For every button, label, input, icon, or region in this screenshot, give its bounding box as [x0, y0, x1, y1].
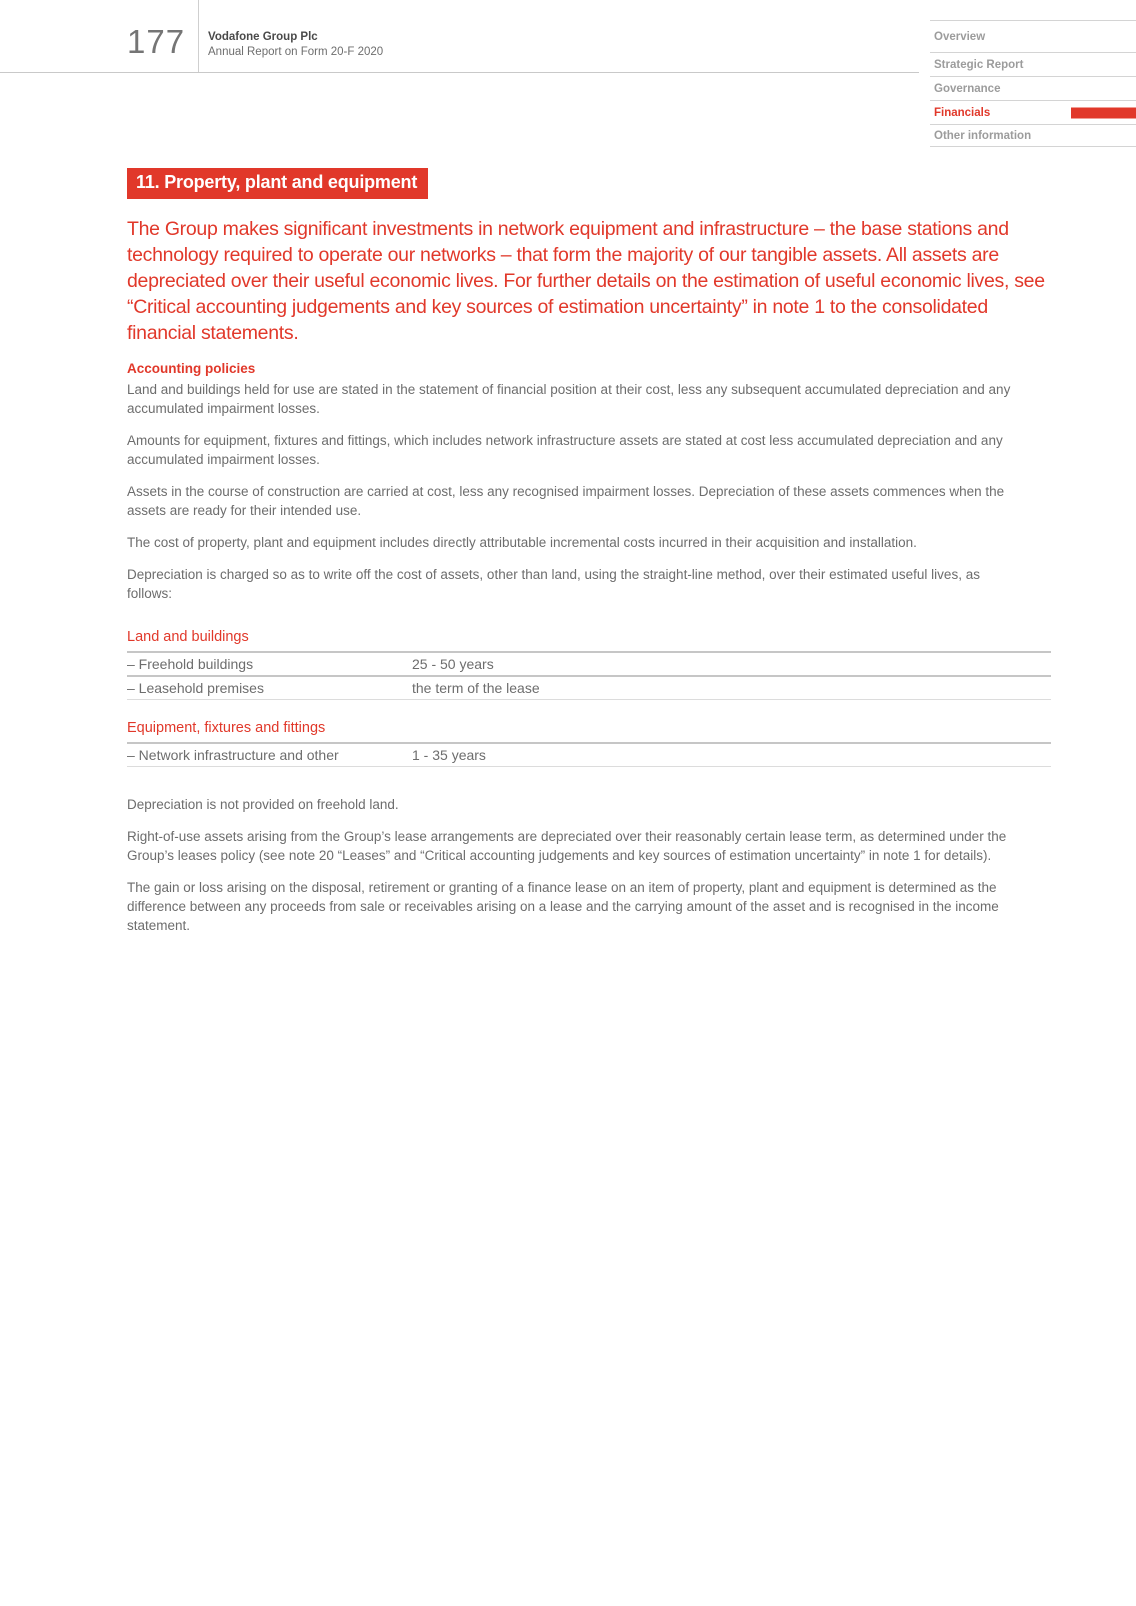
table-rule	[127, 699, 1051, 700]
row-label: – Leasehold premises	[127, 680, 264, 696]
header-vertical-divider	[198, 0, 199, 73]
nav-item-governance[interactable]: Governance	[930, 76, 1136, 100]
active-section-marker	[1071, 107, 1136, 118]
closing-paragraph: Depreciation is not provided on freehold land.	[127, 797, 399, 812]
table-heading: Land and buildings	[127, 629, 249, 645]
table-rule	[127, 766, 1051, 767]
row-value: 1 - 35 years	[412, 747, 486, 763]
table-land-and-buildings	[127, 629, 1051, 700]
table-heading: Equipment, fixtures and fittings	[127, 720, 326, 736]
table-equipment-fixtures-fittings	[127, 720, 1051, 767]
row-value: 25 - 50 years	[412, 656, 494, 672]
nav-item-strategic-report[interactable]: Strategic Report	[930, 52, 1136, 76]
row-label: – Network infrastructure and other	[127, 747, 339, 763]
table-row	[127, 744, 1051, 766]
nav-item-financials[interactable]	[930, 100, 1136, 124]
section-nav	[930, 20, 1136, 147]
nav-item-financials-label: Financials	[934, 106, 991, 119]
row-label: – Freehold buildings	[127, 656, 254, 672]
note-11-section	[127, 168, 1051, 935]
nav-item-overview[interactable]: Overview	[930, 20, 1136, 52]
table-row	[127, 677, 1051, 699]
header-rule	[0, 72, 919, 73]
accounting-policies-heading: Accounting policies	[127, 361, 256, 376]
header-title-block	[208, 31, 383, 58]
policy-paragraph: Assets in the course of construction are carried at cost, less any recognised impairment losses. Depreciation of these assets commences when the assets are ready for their intended use.	[127, 484, 1005, 518]
intro-paragraph: The Group makes significant investments in network equipment and infrastructure – the base stations and technology required to operate our networks – that form the majority of our tangible assets. All assets are depreciated over their useful economic lives. For further details on the estimation of useful economic lives, see “Critical accounting judgements and key sources of estimation uncertainty” in note 1 to the consolidated financial statements.	[127, 218, 1045, 344]
policy-paragraph: Depreciation is charged so as to write off the cost of assets, other than land, using the straight-line method, over their estimated useful lives, as follows:	[127, 567, 980, 601]
company-name: Vodafone Group Plc	[208, 31, 318, 43]
policy-paragraph: Land and buildings held for use are stated in the statement of financial position at their cost, less any subsequent accumulated depreciation and any accumulated impairment losses.	[127, 382, 1011, 416]
table-row	[127, 653, 1051, 675]
closing-paragraph: The gain or loss arising on the disposal, retirement or granting of a finance lease on an item of property, plant and equipment is determined as the difference between any proceeds from sale or receivables arising on a lease and the carrying amount of the asset and is recognised in the income statement.	[127, 880, 999, 933]
page-number: 177	[127, 23, 186, 60]
nav-item-other-information[interactable]: Other information	[930, 124, 1136, 147]
row-value: the term of the lease	[412, 680, 540, 696]
policy-paragraph: Amounts for equipment, fixtures and fittings, which includes network infrastructure assets are stated at cost less accumulated depreciation and any accumulated impairment losses.	[127, 433, 1003, 467]
report-title: Annual Report on Form 20-F 2020	[208, 46, 384, 58]
closing-paragraph: Right-of-use assets arising from the Group’s lease arrangements are depreciated over their reasonably certain lease term, as determined under the Group’s leases policy (see note 20 “Leases” and “Critical accounting judgements and key sources of estimation uncertainty” in note 1 for details).	[127, 829, 1007, 863]
section-title: 11. Property, plant and equipment	[127, 168, 428, 199]
policy-paragraph: The cost of property, plant and equipment includes directly attributable incremental costs incurred in their acquisition and installation.	[127, 535, 917, 550]
